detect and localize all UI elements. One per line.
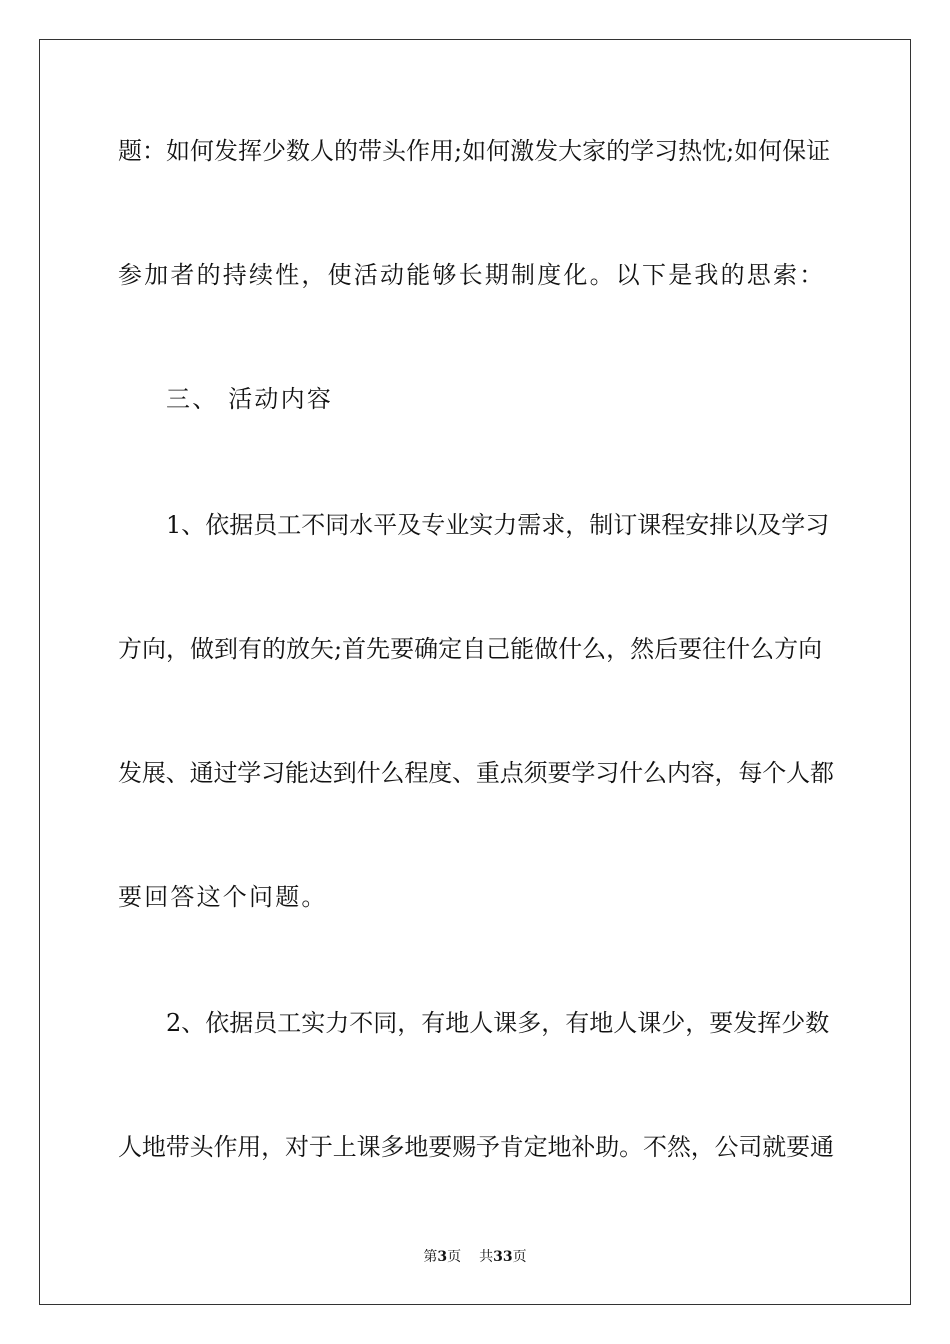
body-text-line: 参加者的持续性，使活动能够长期制度化。以下是我的思索： [118, 261, 826, 289]
footer-page-number: 3 [437, 1249, 448, 1265]
body-text-line: 人地带头作用，对于上课多地要赐予肯定地补助。不然，公司就要通 [118, 1133, 834, 1161]
section-heading: 三、 活动内容 [166, 385, 334, 413]
page-footer [0, 1248, 950, 1266]
footer-total-suffix: 页 [512, 1249, 527, 1265]
body-text-line: 要回答这个问题。 [118, 883, 328, 911]
body-text-line: 1、依据员工不同水平及专业实力需求，制订课程安排以及学习 [166, 511, 830, 539]
footer-total-prefix: 共 [479, 1249, 494, 1265]
footer-page-prefix: 第 [423, 1249, 438, 1265]
body-text-line: 发展、通过学习能达到什么程度、重点须要学习什么内容，每个人都 [118, 759, 834, 787]
body-text-line: 题：如何发挥少数人的带头作用;如何激发大家的学习热忱;如何保证 [118, 137, 831, 165]
page-border [39, 39, 911, 1305]
footer-page-suffix: 页 [447, 1249, 462, 1265]
body-text-line: 2、依据员工实力不同，有地人课多，有地人课少，要发挥少数 [166, 1009, 830, 1037]
body-text-line: 方向，做到有的放矢;首先要确定自己能做什么，然后要往什么方向 [118, 635, 823, 663]
footer-total-pages: 33 [493, 1249, 513, 1265]
